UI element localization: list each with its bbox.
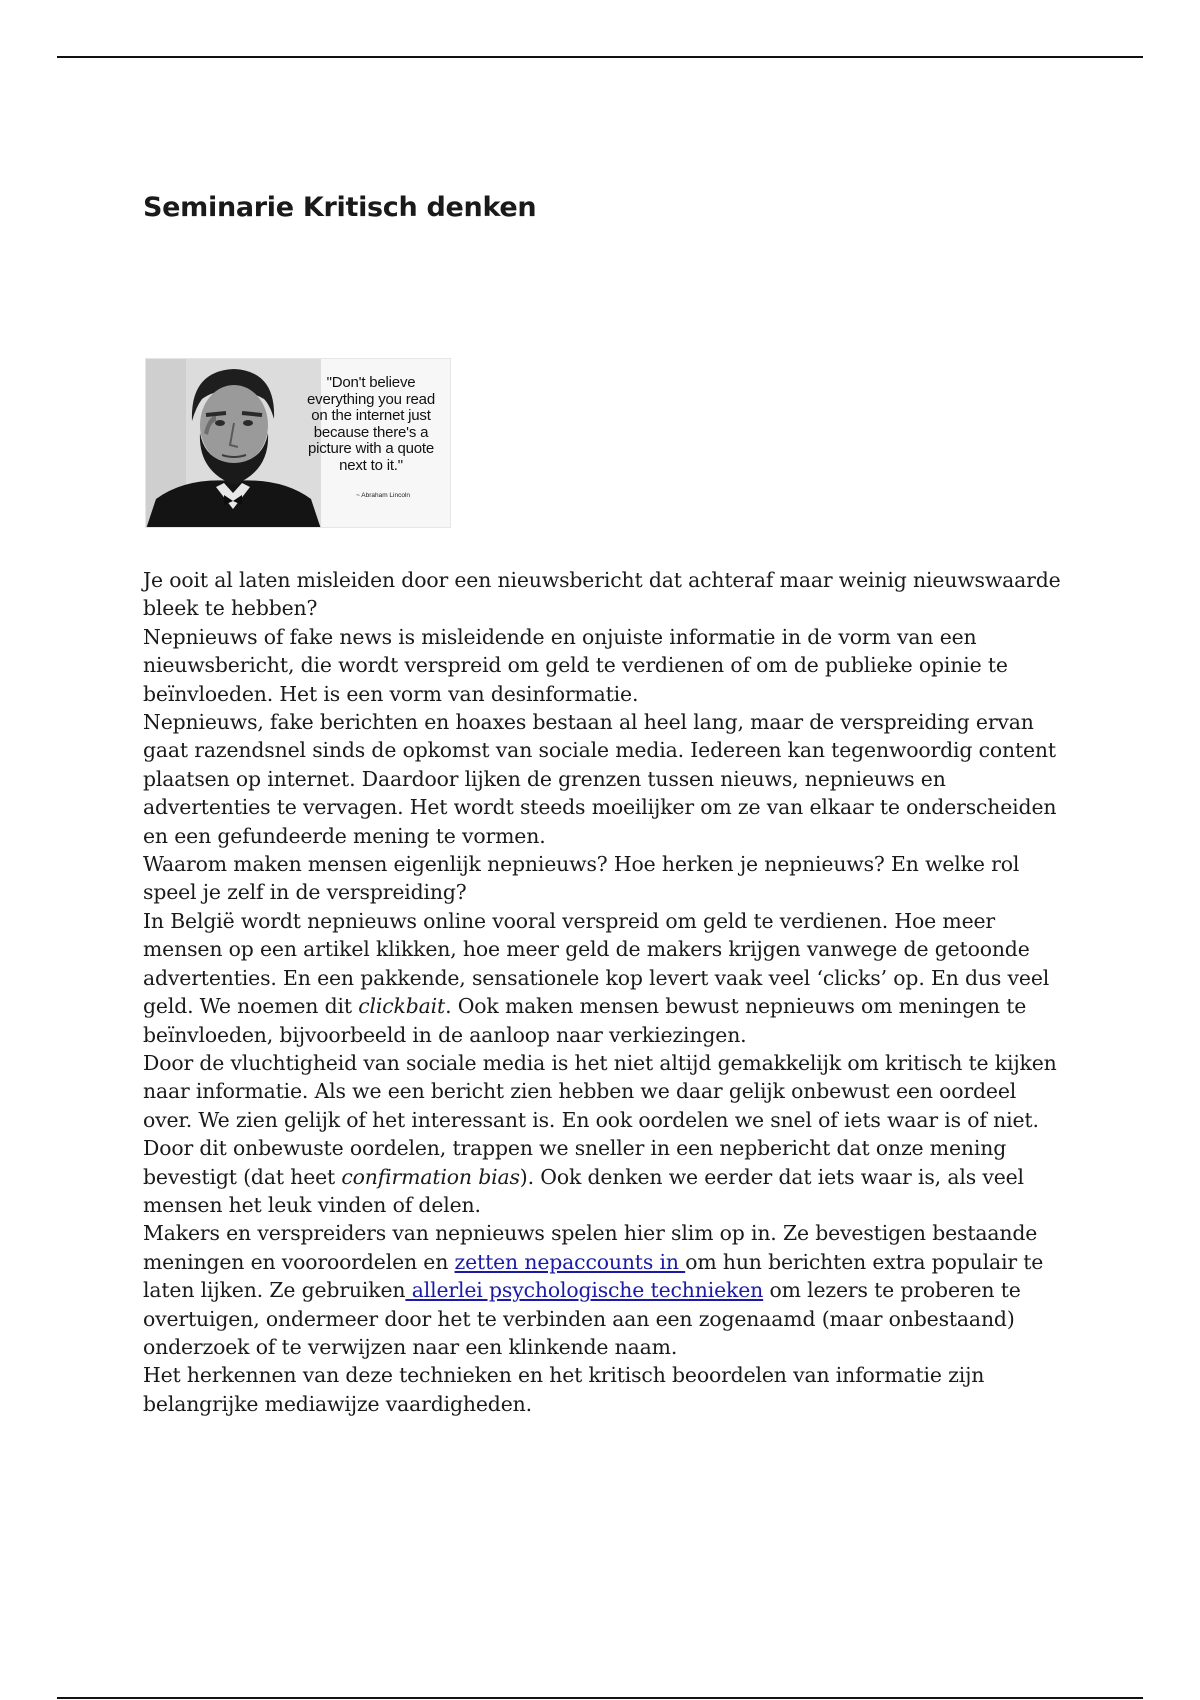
paragraph: Het herkennen van deze technieken en het kritisch beoordelen van informatie zijn belangrijke mediawijze vaardigheden.	[143, 1363, 985, 1416]
quote-text: "Don't believe everything you read on the internet just because there's a picture with a quote next to it."	[307, 374, 435, 474]
nepaccounts-link[interactable]: zetten nepaccounts in	[454, 1249, 686, 1274]
paragraph: Door de vluchtigheid van sociale media is het niet altijd gemakkelijk om kritisch te kijken naar informatie. Als we een bericht zien hebben we daar gelijk onbewust een oordeel over. We zien gelijk of het interessant is. En ook oordelen we snel of iets waar is of niet.	[143, 1050, 1057, 1132]
paragraph-text: ). Ook denken we eerder dat iets waar is, als veel mensen het leuk vinden of delen.	[143, 1164, 1024, 1217]
paragraph-text: In België wordt nepnieuws online vooral verspreid om geld te verdienen. Hoe meer mensen op een artikel klikken, hoe meer geld de makers krijgen vanwege de getoonde advertenties. En een pakkende, sensationele kop levert vaak veel ‘clicks’ op. En dus veel geld. We noemen dit	[143, 908, 1050, 1019]
paragraph-text: Makers en verspreiders van nepnieuws spelen hier slim op in. Ze bevestigen bestaande meningen en vooroordelen en	[143, 1221, 1038, 1274]
paragraph	[143, 1134, 1063, 1219]
header-rule	[57, 56, 1143, 58]
quote-attribution: ~ Abraham Lincoln	[356, 492, 411, 499]
paragraph: Nepnieuws of fake news is misleidende en onjuiste informatie in de vorm van een nieuwsbericht, die wordt verspreid om geld te verdienen of om de publieke opinie te beïnvloeden. Het is een vorm van desinformatie.	[143, 624, 1008, 706]
paragraph: Waarom maken mensen eigenlijk nepnieuws? Hoe herken je nepnieuws? En welke rol speel je zelf in de verspreiding?	[143, 852, 1020, 905]
clickbait-term: clickbait	[358, 994, 446, 1019]
paragraph: Nepnieuws, fake berichten en hoaxes bestaan al heel lang, maar de verspreiding ervan gaat razendsnel sinds de opkomst van sociale media. Iedereen kan tegenwoordig content plaatsen op internet. Daardoor lijken de grenzen tussen nieuws, nepnieuws en advertenties te vervagen. Het wordt steeds moeilijker om ze van elkaar te onderscheiden en een gefundeerde mening te vormen.	[143, 710, 1057, 848]
paragraph	[143, 907, 1063, 1049]
page-title: Seminarie Kritisch denken	[143, 192, 537, 223]
paragraph	[143, 1219, 1063, 1361]
psychologische-technieken-link[interactable]: allerlei psychologische technieken	[405, 1278, 764, 1303]
paragraph-text: Door dit onbewuste oordelen, trappen we sneller in een nepbericht dat onze mening bevestigt (dat heet	[143, 1136, 1007, 1189]
footer-rule	[57, 1697, 1143, 1699]
paragraph-text: om lezers te proberen te overtuigen, ondermeer door het te verbinden aan een zogenaamd (maar onbestaand) onderzoek of te verwijzen naar een klinkende naam.	[143, 1278, 1021, 1359]
article-body	[143, 566, 1063, 1418]
confirmation-bias-term: confirmation bias	[341, 1164, 520, 1189]
paragraph-text: . Ook maken mensen bewust nepnieuws om meningen te beïnvloeden, bijvoorbeeld in de aanloop naar verkiezingen.	[143, 994, 1027, 1047]
lincoln-quote-image	[145, 358, 451, 528]
paragraph-text: om hun berichten extra populair te laten lijken. Ze gebruiken	[143, 1249, 1044, 1303]
lincoln-portrait-picture	[146, 359, 321, 528]
paragraph: Je ooit al laten misleiden door een nieuwsbericht dat achteraf maar weinig nieuwswaarde bleek te hebben?	[143, 568, 1061, 621]
